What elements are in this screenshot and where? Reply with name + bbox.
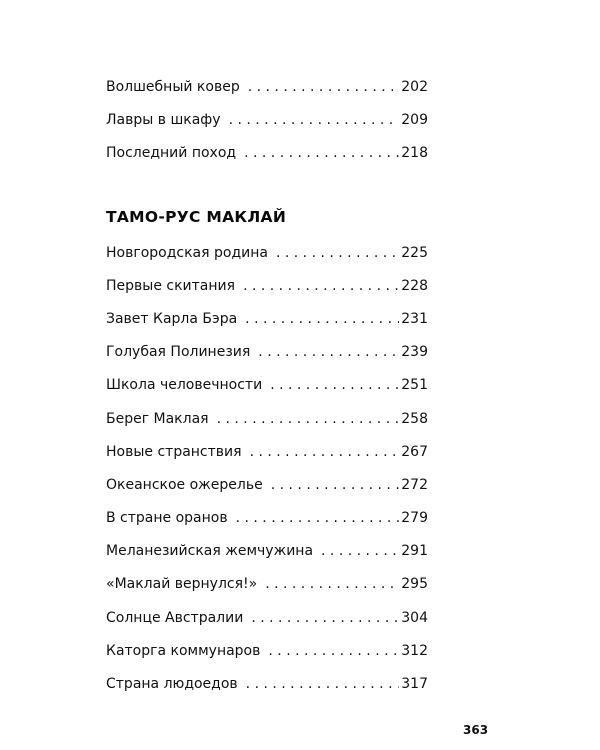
toc-entry [106, 601, 428, 634]
entry-page: 317 [401, 676, 428, 693]
toc-entry [106, 269, 428, 302]
dot-leader [268, 643, 399, 659]
toc-entry [106, 435, 428, 468]
entry-page: 295 [401, 576, 428, 593]
dot-leader [258, 344, 399, 360]
entry-page: 202 [401, 78, 428, 95]
entry-title: Новые странствия [106, 443, 242, 460]
dot-leader [243, 278, 399, 294]
toc-entry [106, 634, 428, 667]
dot-leader [217, 411, 400, 427]
dot-leader [248, 79, 400, 95]
dot-leader [265, 576, 399, 592]
entry-page: 209 [401, 111, 428, 128]
entry-title: Первые скитания [106, 277, 236, 294]
dot-leader [271, 477, 400, 493]
dot-leader [250, 444, 400, 460]
toc-top-group [106, 70, 428, 170]
entry-page: 231 [401, 310, 428, 327]
entry-title: Завет Карла Бэра [106, 310, 238, 327]
dot-leader [270, 377, 399, 393]
entry-title: Волшебный ковер [106, 78, 240, 95]
entry-page: 279 [401, 510, 428, 527]
entry-page: 258 [401, 410, 428, 427]
dot-leader [276, 245, 399, 261]
toc-entry [106, 667, 428, 700]
toc-entry [106, 103, 428, 136]
dot-leader [246, 676, 400, 692]
entry-title: Каторга коммунаров [106, 642, 261, 659]
entry-title: Солнце Австралии [106, 609, 244, 626]
section-heading: ТАМО-РУС МАКЛАЙ [106, 208, 287, 226]
dot-leader [251, 610, 399, 626]
toc-entry [106, 402, 428, 435]
entry-title: Страна людоедов [106, 676, 238, 693]
entry-page: 267 [401, 443, 428, 460]
page-number: 363 [463, 723, 489, 737]
entry-title: Последний поход [106, 144, 237, 161]
toc-entry [106, 535, 428, 568]
dot-leader [236, 510, 400, 526]
entry-page: 304 [401, 609, 428, 626]
entry-title: Новгородская родина [106, 244, 268, 261]
entry-title: «Маклай вернулся!» [106, 576, 258, 593]
toc-entry [106, 502, 428, 535]
toc-entry [106, 336, 428, 369]
dot-leader [321, 543, 399, 559]
entry-page: 272 [401, 476, 428, 493]
toc-entry [106, 70, 428, 103]
entry-page: 312 [401, 642, 428, 659]
entry-page: 291 [401, 543, 428, 560]
toc-entry [106, 468, 428, 501]
entry-page: 239 [401, 344, 428, 361]
dot-leader [229, 112, 400, 128]
entry-title: В стране оранов [106, 510, 228, 527]
toc-section-group [106, 236, 428, 701]
entry-title: Голубая Полинезия [106, 344, 251, 361]
dot-leader [244, 145, 399, 161]
dot-leader [245, 311, 399, 327]
entry-page: 218 [401, 144, 428, 161]
toc-entry [106, 136, 428, 169]
entry-title: Лавры в шкафу [106, 111, 221, 128]
entry-title: Океанское ожерелье [106, 476, 263, 493]
toc-entry [106, 369, 428, 402]
entry-page: 228 [401, 277, 428, 294]
toc-entry [106, 302, 428, 335]
entry-page: 225 [401, 244, 428, 261]
entry-title: Берег Маклая [106, 410, 209, 427]
toc-entry [106, 568, 428, 601]
entry-title: Школа человечности [106, 377, 263, 394]
entry-title: Меланезийская жемчужина [106, 543, 314, 560]
entry-page: 251 [401, 377, 428, 394]
toc-entry [106, 236, 428, 269]
